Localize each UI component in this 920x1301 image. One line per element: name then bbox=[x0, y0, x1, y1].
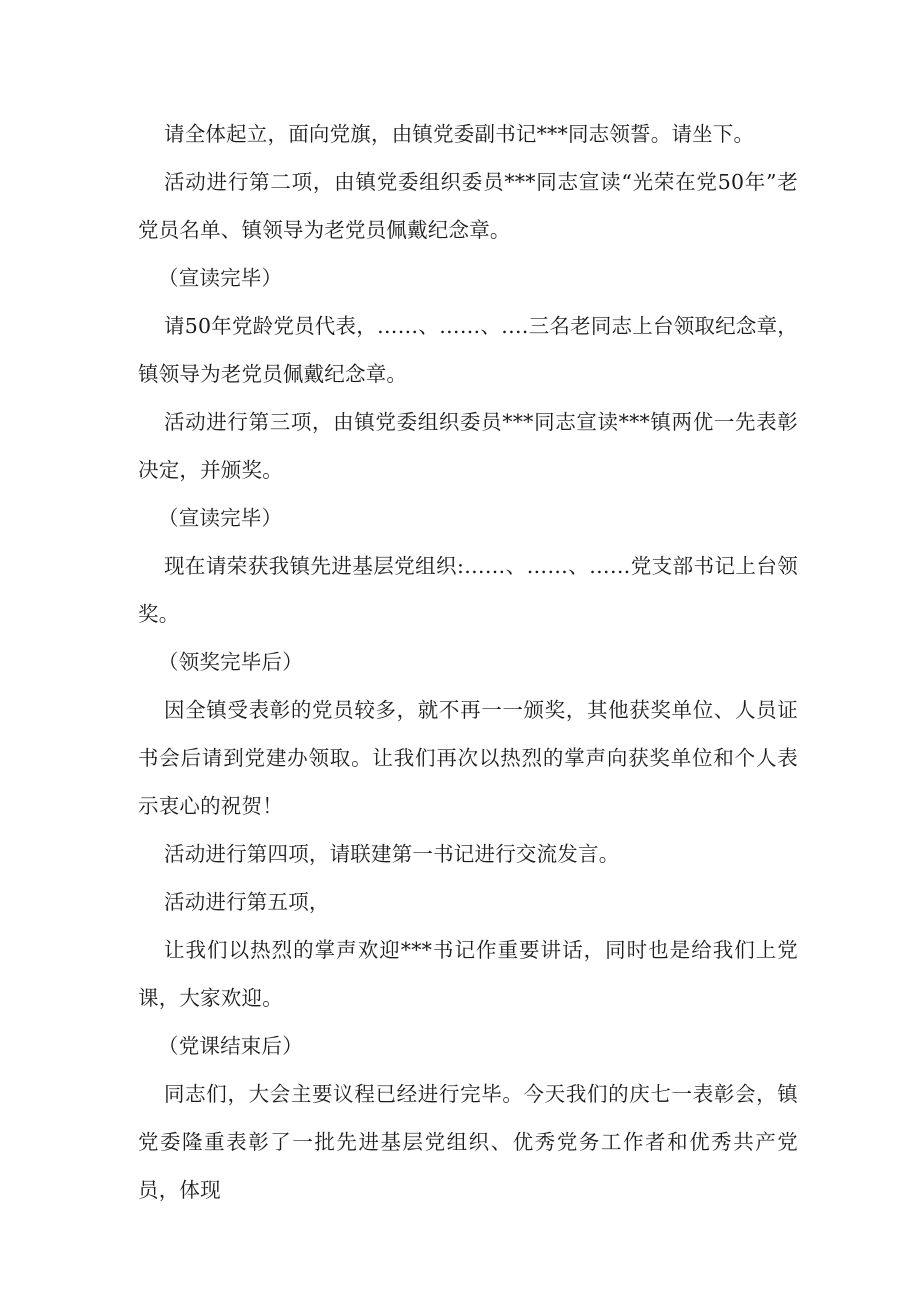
paragraph-speech-welcome: 让我们以热烈的掌声欢迎***书记作重要讲话，同时也是给我们上党课，大家欢迎。 bbox=[138, 938, 798, 1010]
paragraph-award-organizations: 现在请荣获我镇先进基层党组织:……、……、……党支部书记上台领奖。 bbox=[138, 554, 798, 626]
document-body bbox=[138, 110, 798, 1214]
paragraph-oath: 请全体起立，面向党旗，由镇党委副书记***同志领誓。请坐下。 bbox=[164, 122, 755, 146]
paragraph-closing: 同志们，大会主要议程已经进行完毕。今天我们的庆七一表彰会，镇党委隆重表彰了一批先进基层党组织、优秀党务工作者和优秀共产党员，体现 bbox=[138, 1082, 798, 1202]
stage-note-lecture-done: （党课结束后） bbox=[158, 1034, 303, 1058]
paragraph-veteran-members: 请50年党龄党员代表，……、……、.…三名老同志上台领取纪念章，镇领导为老党员佩戴纪念章。 bbox=[138, 314, 798, 386]
stage-note-reading-done-2: （宣读完毕） bbox=[158, 506, 283, 530]
stage-note-award-done: （领奖完毕后） bbox=[158, 650, 303, 674]
stage-note-reading-done: （宣读完毕） bbox=[158, 266, 283, 290]
paragraph-congratulations: 因全镇受表彰的党员较多，就不再一一颁奖，其他获奖单位、人员证书会后请到党建办领取。让我们再次以热烈的掌声向获奖单位和个人表示衷心的祝贺！ bbox=[138, 698, 798, 818]
paragraph-item-four: 活动进行第四项，请联建第一书记进行交流发言。 bbox=[164, 842, 620, 866]
paragraph-item-five: 活动进行第五项， bbox=[164, 890, 330, 914]
paragraph-item-three: 活动进行第三项，由镇党委组织委员***同志宣读***镇两优一先表彰决定，并颁奖。 bbox=[138, 410, 798, 482]
paragraph-item-two: 活动进行第二项，由镇党委组织委员***同志宣读“光荣在党50年”老党员名单、镇领导为老党员佩戴纪念章。 bbox=[138, 170, 798, 242]
